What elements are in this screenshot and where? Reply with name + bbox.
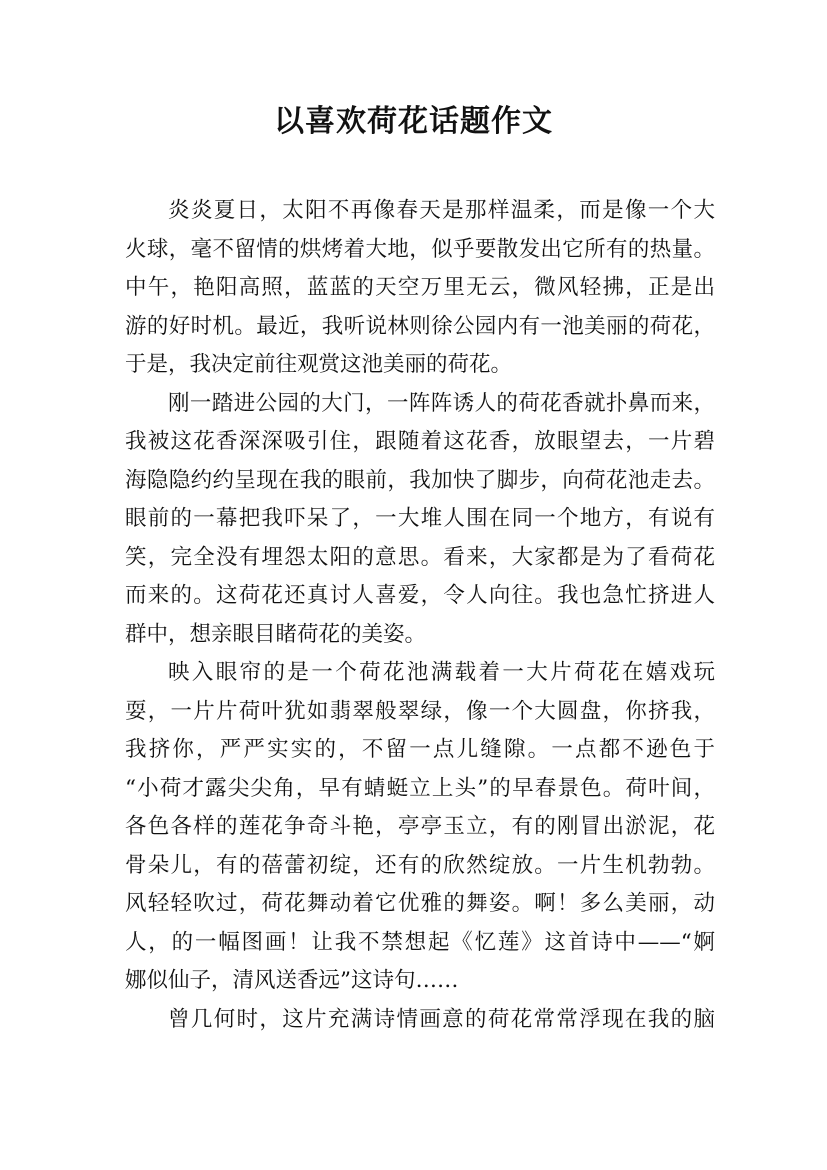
paragraph-4-line-1: 曾几何时，这片充满诗情画意的荷花常常浮现在我的脑: [168, 1006, 715, 1032]
essay-body: [125, 192, 715, 1039]
paragraph-1-line-5: 于是，我决定前往观赏这池美丽的荷花。: [125, 352, 513, 377]
paragraph-3-line-7: 风轻轻吹过，荷花舞动着它优雅的舞姿。啊！多么美丽，动: [125, 891, 715, 916]
paragraph-3-line-4: “小荷才露尖尖角，早有蜻蜓立上头”的早春景色。荷叶间，: [125, 775, 715, 801]
paragraph-1-line-3: 中午，艳阳高照，蓝蓝的天空万里无云，微风轻拂，正是出: [125, 275, 715, 300]
paragraph-2-line-5: 笑，完全没有埋怨太阳的意思。看来，大家都是为了看荷花: [125, 544, 715, 570]
paragraph-2-line-4: 眼前的一幕把我吓呆了，一大堆人围在同一个地方，有说有: [125, 506, 715, 531]
document-title: 以喜欢荷花话题作文: [274, 104, 553, 139]
paragraph-3-line-8: 人，的一幅图画！让我不禁想起《忆莲》这首诗中——“婀: [125, 929, 715, 955]
paragraph-2-line-1: 刚一踏进公园的大门，一阵阵诱人的荷花香就扑鼻而来，: [168, 390, 715, 416]
paragraph-1-line-4: 游的好时机。最近，我听说林则徐公园内有一池美丽的荷花，: [125, 313, 715, 339]
paragraph-2-line-3: 海隐隐约约呈现在我的眼前，我加快了脚步，向荷花池走去。: [125, 467, 715, 493]
paragraph-3-line-9: 娜似仙子，清风送香远”这诗句……: [125, 968, 459, 993]
paragraph-3-line-3: 我挤你，严严实实的，不留一点儿缝隙。一点都不逊色于: [125, 737, 715, 762]
paragraph-3-line-5: 各色各样的莲花争奇斗艳，亭亭玉立，有的刚冒出淤泥，花: [125, 814, 715, 839]
paragraph-3-line-6: 骨朵儿，有的蓓蕾初绽，还有的欣然绽放。一片生机勃勃。: [125, 852, 715, 878]
paragraph-2-line-6: 而来的。这荷花还真讨人喜爱，令人向往。我也急忙挤进人: [125, 583, 715, 608]
paragraph-3-line-1: 映入眼帘的是一个荷花池满载着一大片荷花在嬉戏玩: [168, 660, 715, 685]
paragraph-3-line-2: 耍，一片片荷叶犹如翡翠般翠绿，像一个大圆盘，你挤我，: [125, 698, 715, 724]
paragraph-1-line-2: 火球，毫不留情的烘烤着大地，似乎要散发出它所有的热量。: [125, 236, 715, 262]
paragraph-2-line-7: 群中，想亲眼目睹荷花的美姿。: [125, 621, 427, 647]
paragraph-2-line-2: 我被这花香深深吸引住，跟随着这花香，放眼望去，一片碧: [125, 429, 715, 454]
paragraph-1-line-1: 炎炎夏日，太阳不再像春天是那样温柔，而是像一个大: [168, 198, 715, 223]
